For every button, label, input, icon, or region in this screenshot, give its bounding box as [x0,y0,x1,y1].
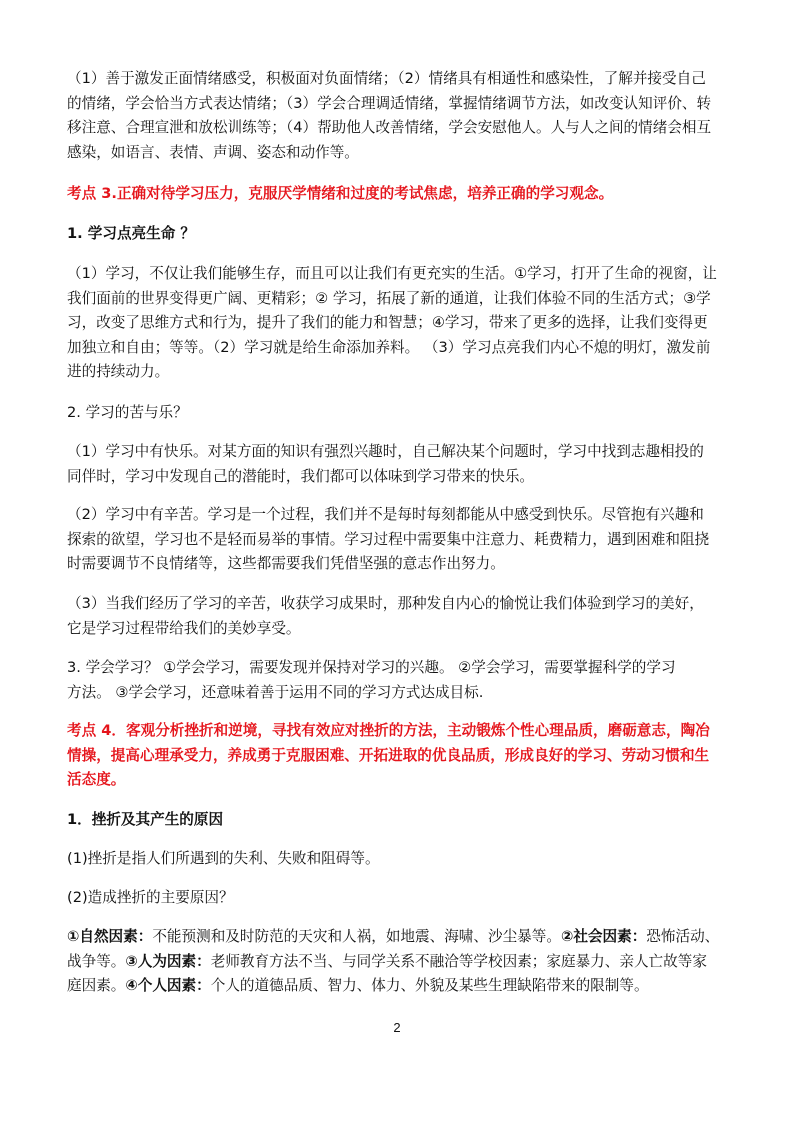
question-1-body [67,262,723,385]
text-line: （1）学习中有快乐。对某方面的知识有强烈兴趣时，自己解决某个问题时，学习中找到志趣相投的 [67,443,704,460]
cause-human-text-cont: 庭因素。 [67,977,126,994]
text-line: 同伴时，学习中发现自己的潜能时，我们都可以体味到学习带来的快乐。 [67,467,535,485]
question-1-title: 1. 学习点亮生命 ？ [67,225,196,242]
frustration-causes-list [67,925,723,999]
frustration-definition: (1)挫折是指人们所遇到的失利、失败和阻碍等。 [67,850,380,867]
text-line [67,950,723,975]
text-line: 感染，如语言、表情、声调、姿态和动作等。 [67,143,359,161]
question-2-point-3 [67,592,723,641]
text-line: 进的持续动力。 [67,363,170,380]
text-line [67,974,723,999]
paragraph-emotion-regulation [67,67,723,165]
text-line: 3. 学会学习？ ①学会学习，需要发现并保持对学习的兴趣。 ②学会学习，需要掌握科学的学习 [67,659,676,676]
text-line: 移注意、合理宣泄和放松训练等；（4）帮助他人改善情绪，学会安慰他人。人与人之间的情绪会相互 [67,119,712,136]
text-line: 习，改变了思维方式和行为，提升了我们的能力和智慧；④学习，带来了更多的选择，让我们变得更 [67,314,708,331]
text-line: 的情绪，学会恰当方式表达情绪；（3）学会合理调适情绪，掌握情绪调节方法，如改变认知评价、转 [67,94,712,112]
page-number: 2 [393,1020,401,1035]
text-line: 我们面前的世界变得更广阔、更精彩；② 学习，拓展了新的通道，让我们体验不同的生活方式；③学 [67,289,711,307]
text-line: 它是学习过程带给我们的美妙享受。 [67,619,301,637]
kaodian-3-heading: 考点 3.正确对待学习压力，克服厌学情绪和过度的考试焦虑，培养正确的学习观念。 [67,185,614,202]
text-line [67,925,723,950]
cause-natural-label: ①自然因素： [67,928,153,945]
cause-social-text: 恐怖活动、 [646,928,720,945]
cause-natural-text: 不能预测和及时防范的天灾和人祸，如地震、海啸、沙尘暴等。 [152,928,561,945]
kaodian-4-heading: 考点 4．客观分析挫折和逆境，寻找有效应对挫折的方法，主动锻炼个性心理品质，磨砺意志，陶冶 情操，提高心理承受力，养成勇于克服困难、开拓进取的优良品质，形成良好的学习、劳动习惯和生 活态度。 [67,722,710,788]
question-3 [67,656,723,705]
cause-personal-text: 个人的道德品质、智力、体力、外貌及某些生理缺陷带来的限制等。 [210,977,649,994]
cause-human-label: ③人为因素： [125,952,211,970]
cause-social-text-cont: 战争等。 [67,952,126,970]
text-line: （1）学习，不仅让我们能够生存，而且可以让我们有更充实的生活。①学习，打开了生命的视窗，让 [67,265,717,282]
text-line: 加独立和自由；等等。（2）学习就是给生命添加养料。 （3）学习点亮我们内心不熄的明灯，激发前 [67,338,711,356]
text-line: （1）善于激发正面情绪感受，积极面对负面情绪；（2）情绪具有相通性和感染性，了解并接受自己 [67,70,706,87]
text-line: 时需要调节不良情绪等，这些都需要我们凭借坚强的意志作出努力。 [67,555,505,572]
text-line: （3）当我们经历了学习的辛苦，收获学习成果时，那种发自内心的愉悦让我们体验到学习的美好， [67,595,704,612]
question-2-point-2 [67,503,723,577]
text-line: 探索的欲望，学习也不是轻而易举的事情。学习过程中需要集中注意力、耗费精力，遇到困难和阻挠 [67,530,710,548]
cause-human-text: 老师教育方法不当、与同学关系不融洽等学校因素；家庭暴力、亲人亡故等家 [210,952,707,970]
cause-social-label: ②社会因素： [560,928,647,945]
question-2-point-1 [67,440,723,489]
cause-personal-label: ④个人因素： [125,977,211,994]
text-line: 方法。 ③学会学习，还意味着善于运用不同的学习方式达成目标. [67,683,484,701]
text-line: （2）学习中有辛苦。学习是一个过程，我们并不是每时每刻都能从中感受到快乐。尽管抱有兴趣和 [67,506,704,523]
frustration-causes-question: (2)造成挫折的主要原因？ [67,889,234,906]
section-1-title: 1．挫折及其产生的原因 [67,811,224,828]
question-2-title: 2. 学习的苦与乐？ [67,404,188,421]
